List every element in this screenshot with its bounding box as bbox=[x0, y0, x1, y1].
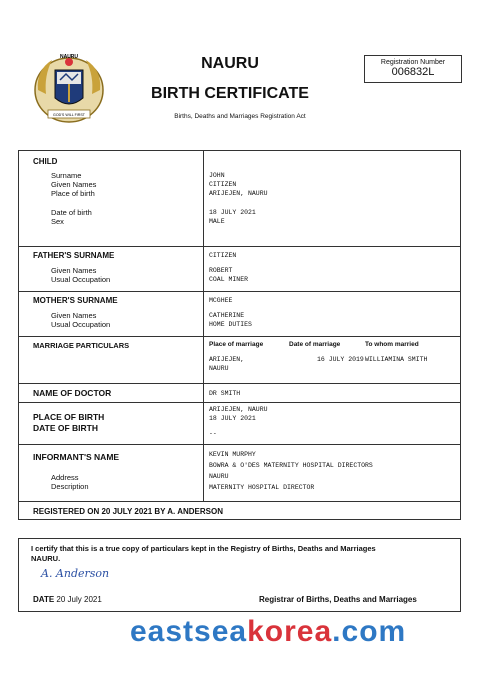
child-given-value: CITIZEN bbox=[209, 181, 237, 188]
marriage-date-header: Date of marriage bbox=[289, 341, 341, 348]
seal-title-text: NAURU bbox=[59, 54, 79, 60]
father-occupation-value: COAL MINER bbox=[209, 276, 249, 283]
doctor-value: DR SMITH bbox=[209, 390, 241, 397]
date-of-birth-heading: DATE OF BIRTH bbox=[33, 423, 99, 433]
certify-line-2: NAURU. bbox=[31, 554, 61, 563]
divider bbox=[19, 246, 460, 247]
marriage-heading: MARRIAGE PARTICULARS bbox=[33, 341, 130, 350]
informant-description-label: Description bbox=[51, 482, 89, 491]
mother-heading: MOTHER'S SURNAME bbox=[33, 296, 118, 305]
details-table bbox=[18, 150, 461, 520]
registration-number-box bbox=[364, 55, 462, 83]
date-line bbox=[33, 595, 102, 604]
registered-line: REGISTERED ON 20 JULY 2021 BY A. ANDERSON bbox=[33, 507, 223, 516]
child-sex-value: MALE bbox=[209, 218, 225, 225]
father-occupation-label: Usual Occupation bbox=[51, 275, 111, 284]
child-surname-label: Surname bbox=[51, 171, 82, 180]
mother-surname-value: MCGHEE bbox=[209, 297, 233, 304]
marriage-whom-header: To whom married bbox=[365, 341, 419, 348]
certify-line-1: I certify that this is a true copy of particulars kept in the Registry of Births, Deaths and Marriages bbox=[31, 544, 376, 553]
place-of-birth-heading: PLACE OF BIRTH bbox=[33, 412, 105, 422]
date-value: 20 July 2021 bbox=[56, 595, 102, 604]
mother-occupation-value: HOME DUTIES bbox=[209, 321, 252, 328]
child-place-value: ARIJEJEN, NAURU bbox=[209, 190, 268, 197]
informant-address-value-2: NAURU bbox=[209, 473, 229, 480]
marriage-place-header: Place of marriage bbox=[209, 341, 264, 348]
registrar-title: Registrar of Births, Deaths and Marriages bbox=[259, 595, 417, 604]
registration-value: 006832L bbox=[391, 66, 435, 78]
mother-given-value: CATHERINE bbox=[209, 312, 245, 319]
informant-name-value: KEVIN MURPHY bbox=[209, 451, 256, 458]
informant-description-value: MATERNITY HOSPITAL DIRECTOR bbox=[209, 484, 315, 491]
divider bbox=[19, 383, 460, 384]
informant-heading: INFORMANT'S NAME bbox=[33, 452, 120, 462]
marriage-place-value-2: NAURU bbox=[209, 365, 229, 372]
watermark-part-2: korea bbox=[247, 615, 333, 648]
birth-dash: -- bbox=[209, 430, 217, 437]
divider bbox=[19, 501, 460, 502]
divider bbox=[19, 402, 460, 403]
doctor-heading: NAME OF DOCTOR bbox=[33, 388, 112, 398]
child-heading: CHILD bbox=[33, 157, 58, 166]
birth-place-value: ARIJEJEN, NAURU bbox=[209, 406, 268, 413]
child-date-label: Date of birth bbox=[51, 208, 92, 217]
registrar-signature: A. Anderson bbox=[41, 567, 110, 580]
country-title: NAURU bbox=[201, 55, 259, 72]
birth-date-value: 18 JULY 2021 bbox=[209, 415, 256, 422]
divider bbox=[19, 291, 460, 292]
watermark-part-3: .com bbox=[332, 615, 407, 648]
seal-motto-text: GOD'S WILL FIRST bbox=[53, 113, 85, 117]
father-given-label: Given Names bbox=[51, 266, 97, 275]
column-divider bbox=[203, 151, 204, 501]
child-surname-value: JOHN bbox=[209, 172, 225, 179]
father-heading: FATHER'S SURNAME bbox=[33, 251, 115, 260]
act-subtitle: Births, Deaths and Marriages Registration Act bbox=[174, 113, 306, 120]
child-sex-label: Sex bbox=[51, 217, 64, 226]
certification-box bbox=[18, 538, 461, 612]
child-place-label: Place of birth bbox=[51, 189, 95, 198]
informant-address-value: BOWRA & O'DES MATERNITY HOSPITAL DIRECTORS bbox=[209, 462, 373, 469]
nauru-coat-of-arms bbox=[30, 50, 108, 128]
watermark bbox=[130, 615, 406, 649]
child-given-label: Given Names bbox=[51, 180, 97, 189]
watermark-part-1: eastsea bbox=[130, 615, 248, 648]
informant-address-label: Address bbox=[51, 473, 79, 482]
document-title: BIRTH CERTIFICATE bbox=[151, 85, 309, 102]
father-given-value: ROBERT bbox=[209, 267, 233, 274]
father-surname-value: CITIZEN bbox=[209, 252, 237, 259]
divider bbox=[19, 444, 460, 445]
registration-label: Registration Number bbox=[380, 59, 446, 66]
divider bbox=[19, 336, 460, 337]
date-label: DATE bbox=[33, 595, 55, 604]
mother-given-label: Given Names bbox=[51, 311, 97, 320]
marriage-date-value: 16 JULY 2019 bbox=[317, 356, 364, 363]
marriage-place-value: ARIJEJEN, bbox=[209, 356, 245, 363]
marriage-whom-value: WILLIAMINA SMITH bbox=[365, 356, 428, 363]
child-date-value: 18 JULY 2021 bbox=[209, 209, 256, 216]
mother-occupation-label: Usual Occupation bbox=[51, 320, 111, 329]
